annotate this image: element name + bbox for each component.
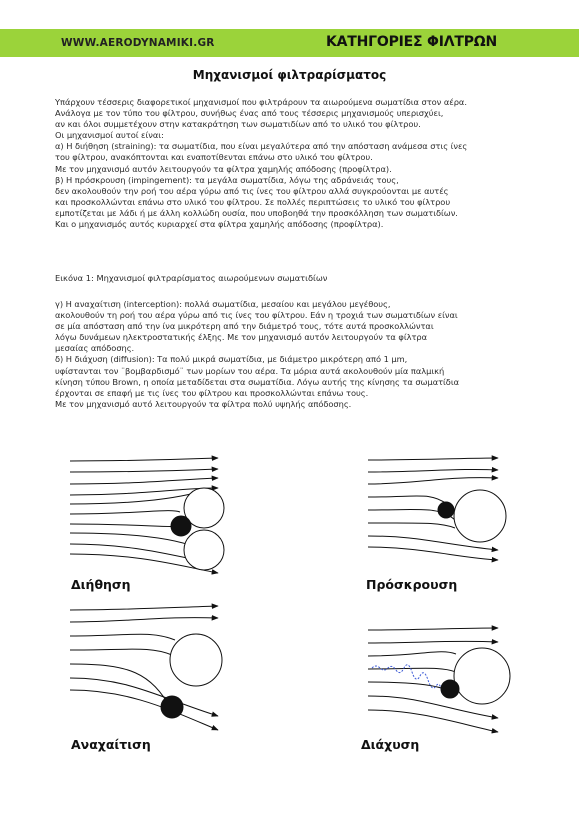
text-line: υφίστανται τον ¨βομβαρδισμό¨ των μορίων του αέρα. Τα μόρια αυτά ακολουθούν μία παλμική <box>55 365 445 376</box>
text-line: αν και όλοι συμμετέχουν στην κατακράτηση των σωματιδίων από το υλικό του φίλτρου. <box>55 119 421 130</box>
text-line: β) Η πρόσκρουση (impingement): τα μεγάλα σωματίδια, λόγω της αδράνειάς τους, <box>55 174 399 185</box>
diagram-diffusion <box>368 628 510 732</box>
paragraph-intro <box>55 97 535 230</box>
site-url[interactable]: WWW.AERODYNAMIKI.GR <box>61 37 215 49</box>
text-line: έρχονται σε επαφή με τις ίνες του φίλτρου και προσκολλώνται επάνω τους. <box>55 387 369 398</box>
diagram-label-straining: Διήθηση <box>71 577 131 592</box>
particle <box>441 680 459 698</box>
text-line: γ) Η αναχαίτιση (interception): πολλά σωματίδια, μεσαίου και μεγάλου μεγέθους, <box>55 299 391 309</box>
text-line: Με τον μηχανισμό αυτό λειτουργούν τα φίλτρα πολύ υψηλής απόδοσης. <box>55 398 352 409</box>
filtration-diagrams <box>0 440 579 770</box>
diagram-label-interception: Αναχαίτιση <box>71 737 151 752</box>
text-line: Και ο μηχανισμός αυτός κυριαρχεί στα φίλτρα χαμηλής απόδοσης (προφίλτρα). <box>55 219 384 230</box>
text-line: Οι μηχανισμοί αυτοί είναι: <box>55 130 164 141</box>
text-line: Ανάλογα με τον τύπο του φίλτρου, συνήθως ένας από τους τέσσερις μηχανισμούς υπερισχύει, <box>55 108 444 119</box>
particle <box>171 516 191 536</box>
text-line: α) Η διήθηση (straining): τα σωματίδια, που είναι μεγαλύτερα από την απόσταση ανάμεσα στις ίνες <box>55 141 468 152</box>
page-title: Μηχανισμοί φιλτραρίσματος <box>192 68 387 82</box>
diagram-interception <box>70 606 222 730</box>
text-line: Υπάρχουν τέσσερις διαφορετικοί μηχανισμοί που φιλτράρουν τα αιωρούμενα σωματίδια στον αέρα. <box>55 97 467 107</box>
diagram-label-impingement: Πρόσκρουση <box>366 577 458 592</box>
text-line: δεν ακολουθούν την ροή του αέρα γύρω από τις ίνες του φίλτρου αλλά συγκρούονται με αυτές <box>55 185 449 196</box>
diagram-impingement <box>368 458 506 560</box>
diagram-straining <box>70 458 224 573</box>
particle <box>161 696 183 718</box>
text-line: του φίλτρου, ανακόπτονται και εναποτίθενται επάνω στο υλικό του φίλτρου. <box>55 152 373 163</box>
text-line: κίνηση τύπου Brown, η οποία μεταδίδεται στα σωματίδια. Λόγω αυτής της κίνησης τα σωματίδια <box>55 376 460 387</box>
text-line: μεσαίας απόδοσης. <box>55 343 135 354</box>
figure-caption: Εικόνα 1: Μηχανισμοί φιλτραρίσματος αιωρούμενων σωματιδίων <box>55 273 328 283</box>
text-line: δ) Η διάχυση (diffusion): Τα πολύ μικρά σωματίδια, με διάμετρο μικρότερη από 1 μm, <box>55 354 408 365</box>
text-line: σε μία απόσταση από την ίνα μικρότερη από την διάμετρό τους, τότε αυτά προσκολλώνται <box>55 321 434 332</box>
text-line: Με τον μηχανισμό αυτόν λειτουργούν τα φίλτρα χαμηλής απόδοσης (προφίλτρα). <box>55 163 392 174</box>
text-line: εμποτίζεται με λάδι ή με άλλη κολλώδη ουσία, που υποβοηθά την προσκόλληση των σωματιδίων. <box>55 207 458 218</box>
section-title: ΚΑΤΗΓΟΡΙΕΣ ΦΙΛΤΡΩΝ <box>326 34 498 50</box>
text-line: λόγω δυνάμεων ηλεκτροστατικής έλξης. Με τον μηχανισμό αυτόν λειτουργούν τα φίλτρα <box>55 332 428 343</box>
text-line: και προσκολλώνται επάνω στο υλικό του φίλτρου. Σε πολλές περιπτώσεις το υλικό του φίλτρου <box>55 196 451 207</box>
text-line: ακολουθούν τη ροή του αέρα γύρω από τις ίνες του φίλτρου. Εάν η τροχιά των σωματιδίων είναι <box>55 310 458 321</box>
diagram-label-diffusion: Διάχυση <box>361 737 420 752</box>
paragraph-mechanisms <box>55 299 535 410</box>
particle <box>438 502 454 518</box>
